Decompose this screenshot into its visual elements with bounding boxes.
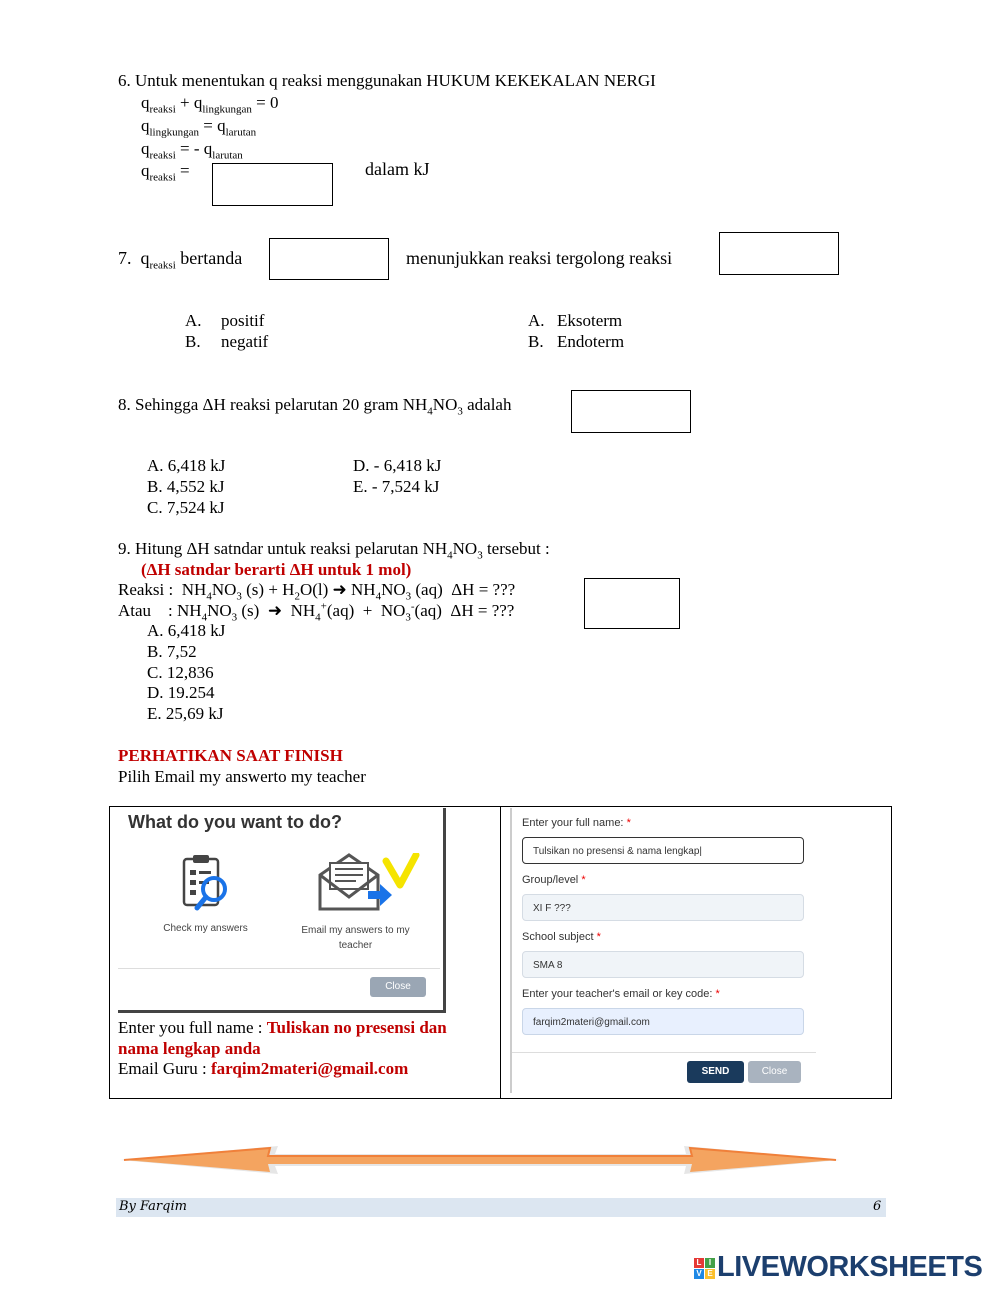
instr-name-cont: nama lengkap anda bbox=[118, 1039, 261, 1058]
envelope-send-icon[interactable] bbox=[316, 853, 436, 915]
q9-option-e: E. 25,69 kJ bbox=[147, 704, 224, 723]
q8-option-c: C. 7,524 kJ bbox=[147, 498, 225, 517]
q6-line2: $q_{reaksi} + q_{lingkungan} = 0$ bbox=[141, 93, 279, 116]
full-name-input[interactable]: Tulsikan no presensi & nama lengkap| bbox=[522, 837, 804, 864]
q9-option-d: D. 19.254 bbox=[147, 683, 215, 702]
form-close-button[interactable]: Close bbox=[748, 1061, 801, 1083]
instr-email: Email Guru : farqim2materi@gmail.com bbox=[118, 1059, 409, 1078]
footer-page: 6 bbox=[873, 1199, 882, 1214]
finish-sub: Pilih Email my answerto my teacher bbox=[118, 767, 366, 786]
q8-option-e: E. - 7,524 kJ bbox=[353, 477, 440, 496]
double-arrow-icon bbox=[118, 1142, 842, 1178]
q9-line: 9. Hitung ΔH satndar untuk reaksi pelarutan $NH_4NO_3$ tersebut : bbox=[118, 539, 550, 562]
form-group-label: Group/level * bbox=[522, 874, 586, 886]
footer-author: By Farqim bbox=[119, 1199, 187, 1214]
footer-bar bbox=[116, 1198, 886, 1217]
q6-line3: $q_{lingkungan} = q_{larutan}$ bbox=[141, 116, 257, 139]
dialog-close-button[interactable]: Close bbox=[370, 977, 426, 997]
logo-letter-v: V bbox=[694, 1269, 704, 1279]
q7-middle-text: menunjukkan reaksi tergolong reaksi bbox=[406, 248, 673, 268]
q9-option-a: A. 6,418 kJ bbox=[147, 621, 226, 640]
dialog-divider bbox=[118, 968, 440, 969]
form-edge bbox=[510, 808, 512, 1093]
logo-letter-e: E bbox=[705, 1269, 715, 1279]
finish-title: PERHATIKAN SAAT FINISH bbox=[118, 746, 343, 765]
q9-option-c: C. 12,836 bbox=[147, 663, 214, 682]
q7-type-box[interactable] bbox=[719, 232, 839, 275]
email-answers-label[interactable]: Email my answers to my teacher bbox=[301, 925, 410, 951]
q6-line5: $q_{reaksi}$ = bbox=[141, 161, 190, 184]
logo-letter-l: L bbox=[694, 1258, 704, 1268]
q9-option-b: B. 7,52 bbox=[147, 642, 197, 661]
form-email-label: Enter your teacher's email or key code: * bbox=[522, 988, 720, 1000]
teacher-email-input[interactable]: farqim2materi@gmail.com bbox=[522, 1008, 804, 1035]
dialog bbox=[118, 808, 446, 1013]
q6-answer-box[interactable] bbox=[212, 163, 333, 206]
subject-input[interactable]: SMA 8 bbox=[522, 951, 804, 978]
q6-line1: 6. Untuk menentukan q reaksi menggunakan HUKUM KEKEKALAN NERGI bbox=[118, 71, 656, 90]
q7-right-b: Endoterm bbox=[557, 332, 625, 351]
q7-sign-box[interactable] bbox=[269, 238, 389, 280]
logo-letter-i: I bbox=[705, 1258, 715, 1268]
q9-answer-box[interactable] bbox=[584, 578, 680, 629]
q8-option-d: D. - 6,418 kJ bbox=[353, 456, 442, 475]
q8-line: 8. Sehingga ΔH reaksi pelarutan 20 gram $NH_4NO_3$ adalah bbox=[118, 395, 512, 418]
check-answers-label[interactable]: Check my answers bbox=[163, 923, 248, 934]
liveworksheets-logo-icon bbox=[694, 1258, 716, 1280]
q8-option-b: B. 4,552 kJ bbox=[147, 477, 225, 496]
q7-left-b: negatif bbox=[221, 332, 269, 351]
q7-line: 7. $q_{reaksi}$ bertanda bbox=[118, 248, 243, 272]
q9-note: (ΔH satndar berarti ΔH untuk 1 mol) bbox=[141, 560, 412, 579]
q8-answer-box[interactable] bbox=[571, 390, 691, 433]
q7-left-a-letter: A. bbox=[185, 311, 202, 330]
q7-left-b-letter: B. bbox=[185, 332, 201, 351]
q9-reaksi: Reaksi : $NH_4NO_3$ $(s) + H_2O(l)$ ➜ $NH_4NO_3$ (aq) ΔH = ??? bbox=[118, 580, 516, 603]
q7-right-b-letter: B. bbox=[528, 332, 544, 351]
q7-right-a: Eksoterm bbox=[557, 311, 623, 330]
clipboard-search-icon[interactable] bbox=[180, 853, 232, 915]
dialog-title: What do you want to do? bbox=[128, 812, 342, 832]
send-button[interactable]: SEND bbox=[687, 1061, 744, 1083]
instr-name: Enter you full name : Tuliskan no presensi dan bbox=[118, 1018, 447, 1037]
q6-line4: $q_{reaksi}$ = - $q_{larutan}$ bbox=[141, 139, 243, 162]
liveworksheets-brand[interactable]: LIVEWORKSHEETS bbox=[717, 1251, 983, 1283]
q8-option-a: A. 6,418 kJ bbox=[147, 456, 226, 475]
form-subject-label: School subject * bbox=[522, 931, 601, 943]
q7-right-a-letter: A. bbox=[528, 311, 545, 330]
form-name-label: Enter your full name: * bbox=[522, 817, 631, 829]
q6-unit: dalam kJ bbox=[365, 159, 430, 179]
group-input[interactable]: XI F ??? bbox=[522, 894, 804, 921]
form-divider bbox=[512, 1052, 816, 1053]
q7-left-a: positif bbox=[221, 311, 265, 330]
q9-atau: Atau : $NH_4NO_3$ (s) ➜ $NH_4^+(aq) + NO_3^-(aq) \Delta H$ = ??? bbox=[118, 600, 515, 624]
